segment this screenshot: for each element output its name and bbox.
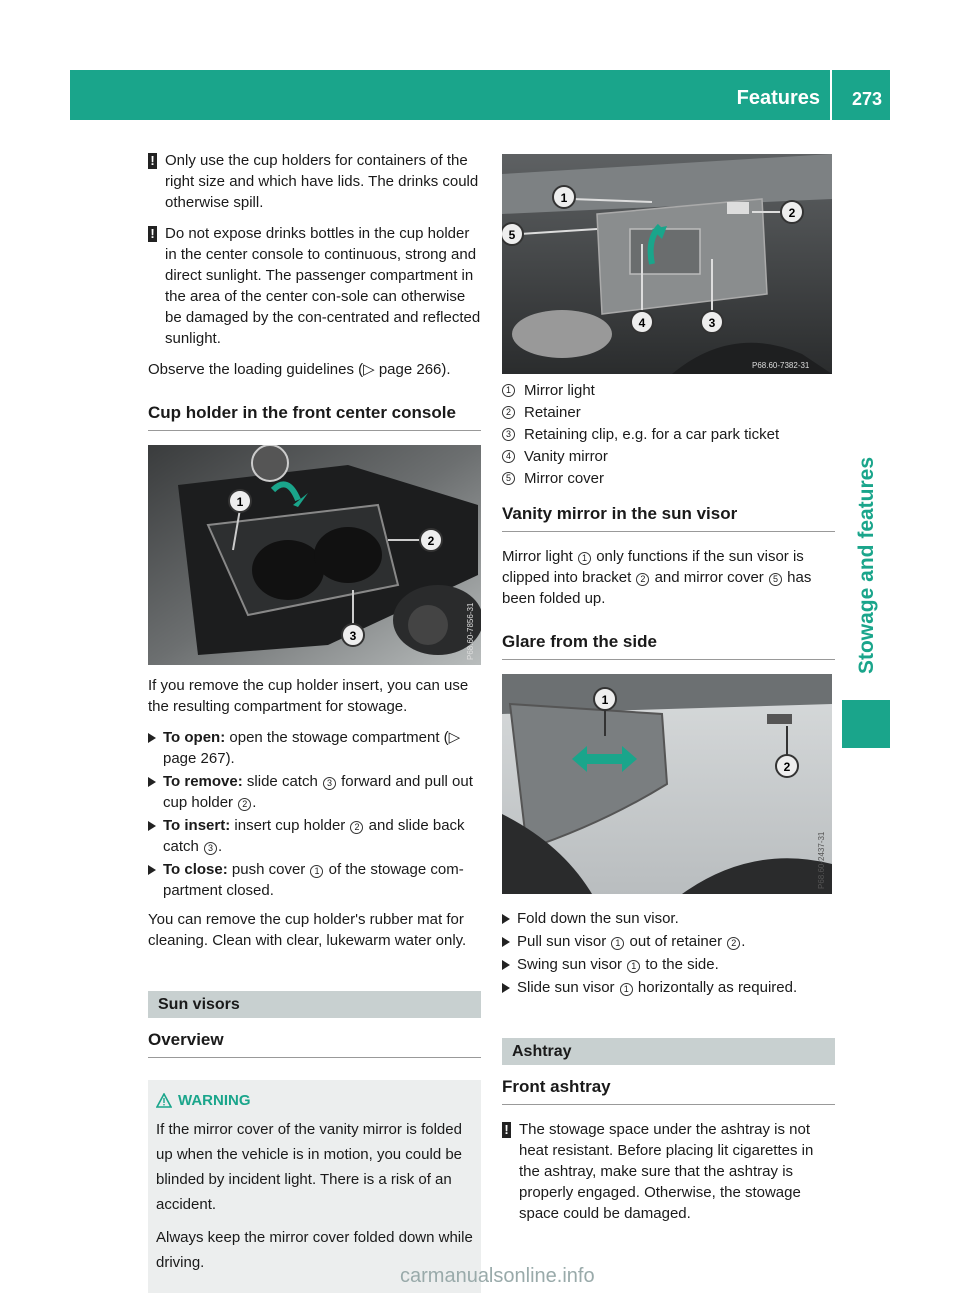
image-code: P68.60-2437-31 bbox=[817, 831, 826, 889]
instruction-step: To open: open the stowage compartment (▷ page 267). bbox=[148, 727, 481, 769]
svg-text:2: 2 bbox=[427, 534, 435, 548]
callout-number: 2 bbox=[238, 798, 251, 811]
callout-number: 1 bbox=[611, 937, 624, 950]
svg-text:1: 1 bbox=[560, 191, 568, 205]
instruction-step: Swing sun visor 1 to the side. bbox=[502, 954, 835, 975]
step-arrow-icon bbox=[148, 777, 156, 787]
svg-text:4: 4 bbox=[638, 316, 646, 330]
warning-text: Always keep the mirror cover folded down while driving. bbox=[156, 1229, 473, 1271]
vanity-mirror-heading: Vanity mirror in the sun visor bbox=[502, 503, 835, 532]
cup-holder-heading: Cup holder in the front center console bbox=[148, 402, 481, 431]
step-arrow-icon bbox=[148, 865, 156, 875]
side-tab-block bbox=[842, 700, 890, 748]
callout-number: 1 bbox=[627, 960, 640, 973]
ashtray-band: Ashtray bbox=[502, 1038, 835, 1065]
svg-text:5: 5 bbox=[508, 228, 516, 242]
caution-note bbox=[148, 223, 481, 349]
side-tab bbox=[842, 440, 892, 690]
exclamation-icon: ! bbox=[148, 226, 157, 242]
warning-title: WARNING bbox=[178, 1092, 251, 1109]
watermark: carmanualsonline.info bbox=[400, 1265, 595, 1287]
svg-text:3: 3 bbox=[708, 316, 716, 330]
svg-text:2: 2 bbox=[788, 206, 796, 220]
right-column bbox=[502, 154, 835, 1234]
overview-heading: Overview bbox=[148, 1029, 481, 1058]
front-ashtray-heading: Front ashtray bbox=[502, 1076, 835, 1105]
callout-number: 2 bbox=[636, 573, 649, 586]
legend-item: 5 Mirror cover bbox=[502, 468, 835, 489]
instruction-step: To insert: insert cup holder 2 and slide back catch 3 . bbox=[148, 815, 481, 857]
callout-number: 1 bbox=[620, 983, 633, 996]
step-arrow-icon bbox=[502, 937, 510, 947]
warning-triangle-icon bbox=[156, 1093, 172, 1108]
sun-visor-image bbox=[502, 154, 835, 374]
instruction-step: To close: push cover 1 of the stowage com-partment closed. bbox=[148, 859, 481, 901]
caution-text: Only use the cup holders for containers of the right size and which have lids. The drinks could otherwise spill. bbox=[165, 152, 479, 211]
page-header bbox=[70, 70, 890, 120]
legend-item: 4 Vanity mirror bbox=[502, 446, 835, 467]
cleaning-text: You can remove the cup holder's rubber mat for cleaning. Clean with clear, lukewarm water only. bbox=[148, 911, 467, 949]
sun-visors-band: Sun visors bbox=[148, 991, 481, 1018]
exclamation-icon: ! bbox=[148, 153, 157, 169]
instruction-step: Slide sun visor 1 horizontally as required. bbox=[502, 977, 835, 998]
observe-text: Observe the loading guidelines (▷ page 266). bbox=[148, 361, 451, 378]
callout-number: 1 bbox=[310, 865, 323, 878]
warning-header bbox=[156, 1090, 473, 1111]
step-arrow-icon bbox=[502, 914, 510, 924]
exclamation-icon: ! bbox=[502, 1122, 511, 1138]
page-number: 273 bbox=[851, 89, 882, 109]
legend-item: 3 Retaining clip, e.g. for a car park ticket bbox=[502, 424, 835, 445]
caution-text: The stowage space under the ashtray is not heat resistant. Before placing lit cigarettes in the ashtray, make sure that the ashtray is properly engaged. Otherwise, the stowage space could be damaged. bbox=[519, 1121, 814, 1222]
caution-note bbox=[502, 1119, 835, 1224]
callout-number: 3 bbox=[204, 842, 217, 855]
side-tab-label: Stowage and features bbox=[855, 456, 879, 674]
step-arrow-icon bbox=[148, 821, 156, 831]
image-code: P68.60-7382-31 bbox=[752, 361, 810, 370]
callout-number: 5 bbox=[769, 573, 782, 586]
cup-holder-image bbox=[148, 445, 481, 665]
image-code: P68.60-7856-31 bbox=[466, 602, 475, 660]
vanity-mirror-text: Mirror light 1 only functions if the sun visor is clipped into bracket 2 and mirror cover 5 has been folded up. bbox=[502, 548, 812, 607]
warning-box bbox=[148, 1080, 481, 1293]
step-arrow-icon bbox=[502, 983, 510, 993]
step-arrow-icon bbox=[502, 960, 510, 970]
instruction-step: Pull sun visor 1 out of retainer 2 . bbox=[502, 931, 835, 952]
legend-item: 2 Retainer bbox=[502, 402, 835, 423]
step-arrow-icon bbox=[148, 733, 156, 743]
caution-note bbox=[148, 150, 481, 213]
glare-image bbox=[502, 674, 835, 894]
warning-text: If the mirror cover of the vanity mirror is folded up when the vehicle is in motion, you could be blinded by incident light. There is a risk of an accident. bbox=[156, 1121, 463, 1213]
callout-number: 2 bbox=[350, 821, 363, 834]
legend-item: 1 Mirror light bbox=[502, 380, 835, 401]
svg-text:3: 3 bbox=[349, 629, 357, 643]
instruction-step: To remove: slide catch 3 forward and pull out cup holder 2 . bbox=[148, 771, 481, 813]
callout-number: 1 bbox=[578, 552, 591, 565]
chapter-title: Features bbox=[736, 87, 820, 109]
glare-heading: Glare from the side bbox=[502, 631, 835, 660]
callout-number: 2 bbox=[727, 937, 740, 950]
callout-number: 3 bbox=[323, 777, 336, 790]
svg-text:1: 1 bbox=[236, 495, 244, 509]
instruction-step: Fold down the sun visor. bbox=[502, 908, 835, 929]
cup-holder-text: If you remove the cup holder insert, you can use the resulting compartment for stowage. bbox=[148, 677, 469, 715]
header-divider bbox=[830, 70, 832, 120]
svg-text:2: 2 bbox=[783, 760, 791, 774]
caution-text: Do not expose drinks bottles in the cup holder in the center console to continuous, strong and direct sunlight. The passenger compartment in the area of the center con-sole can otherwise be damaged by the con-centrated and reflected sunlight. bbox=[165, 225, 481, 347]
svg-text:1: 1 bbox=[601, 693, 609, 707]
left-column bbox=[148, 150, 481, 1293]
